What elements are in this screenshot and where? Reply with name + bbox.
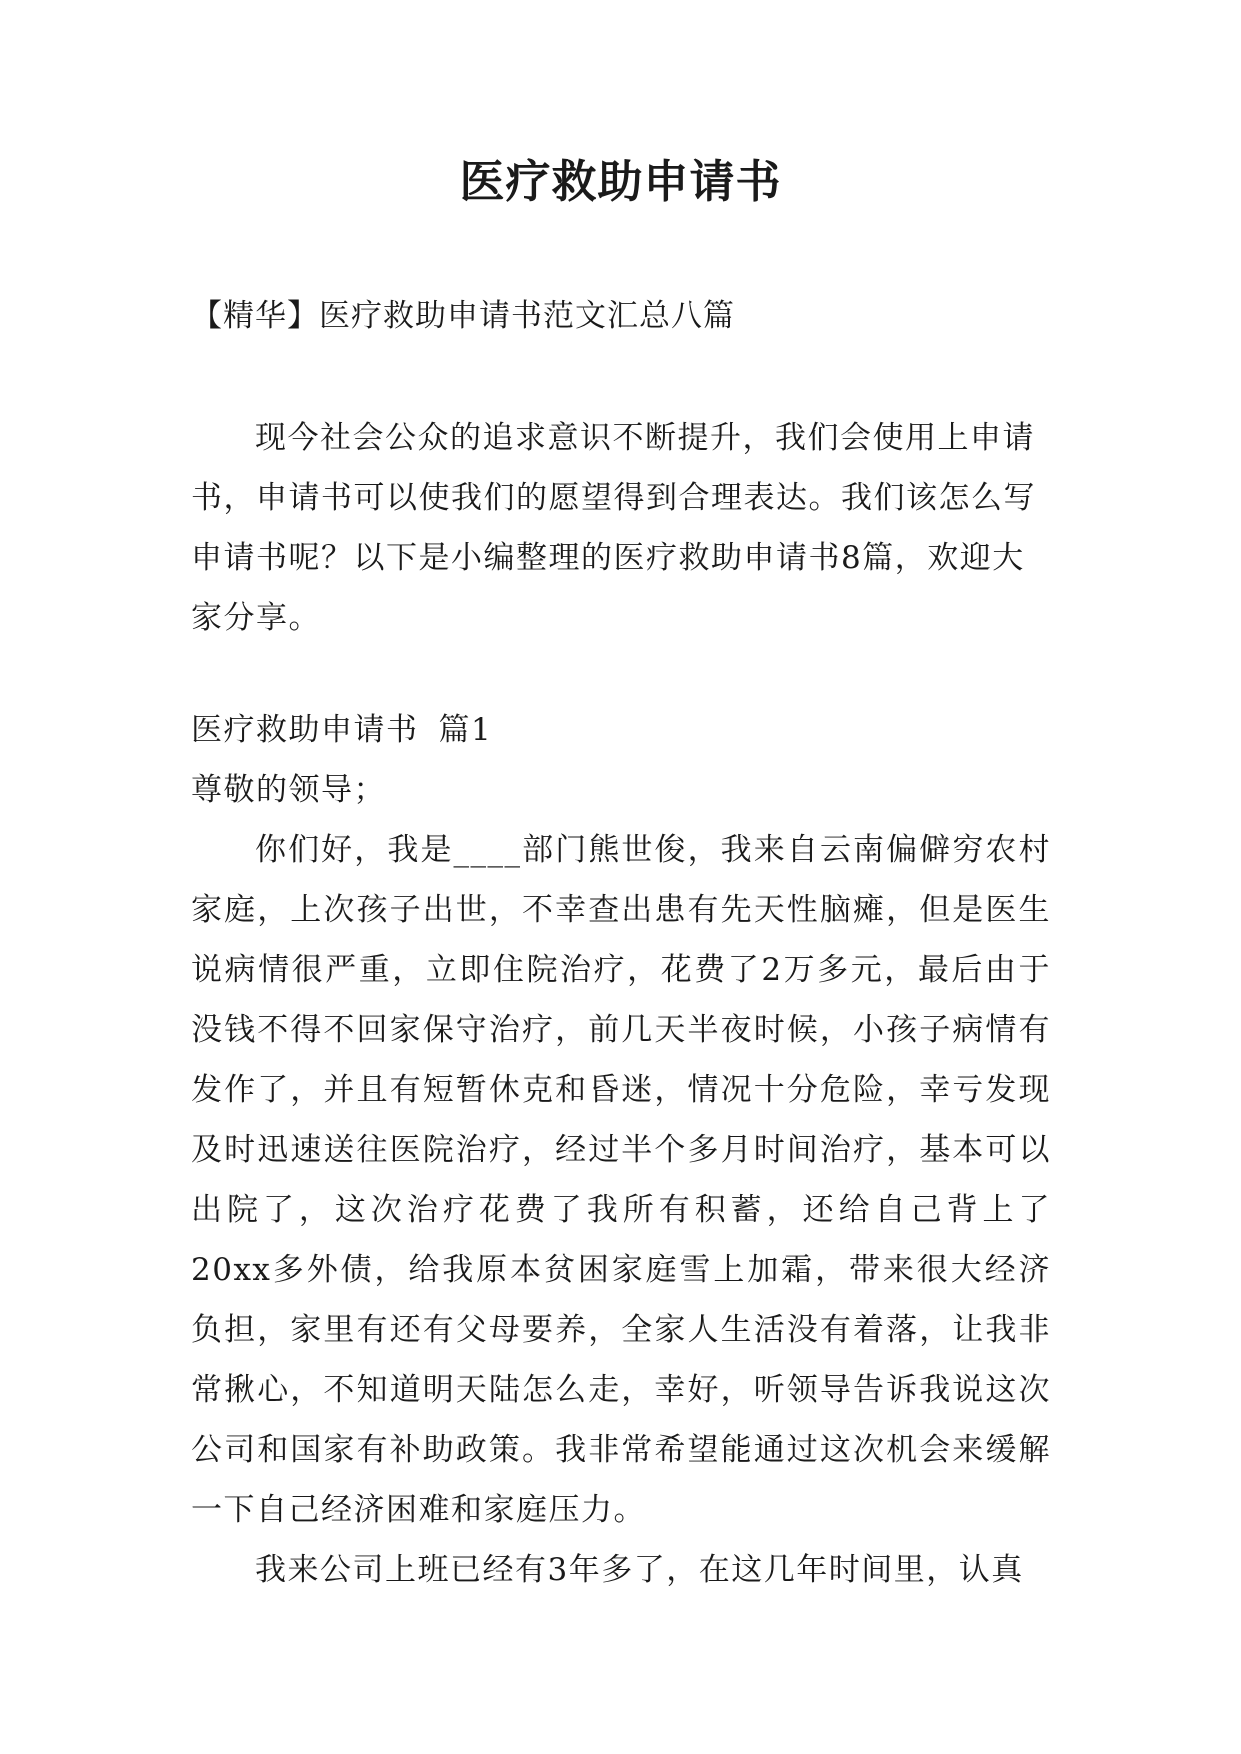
intro-paragraph: 现今社会公众的追求意识不断提升，我们会使用上申请书，申请书可以使我们的愿望得到合理表达。我们该怎么写申请书呢？以下是小编整理的医疗救助申请书8篇，欢迎大家分享。 (191, 420, 1036, 636)
document-title: 医疗救助申请书 (459, 155, 782, 208)
section-heading-number: 篇1 (438, 712, 493, 748)
section-heading-title: 医疗救助申请书 (191, 712, 419, 748)
section-heading (191, 700, 1051, 760)
section-1 (191, 700, 1051, 1600)
body-paragraph-2: 我来公司上班已经有3年多了，在这几年时间里，认真 (255, 1552, 1024, 1588)
salutation: 尊敬的领导； (191, 772, 386, 808)
body-paragraph-1: 你们好，我是____部门熊世俊，我来自云南偏僻穷农村家庭，上次孩子出世，不幸查出患有先天性脑瘫，但是医生说病情很严重，立即住院治疗，花费了2万多元，最后由于没钱不得不回家保守治疗，前几天半夜时候，小孩子病情有发作了，并且有短暂休克和昏迷，情况十分危险，幸亏发现及时迅速送往医院治疗，经过半个多月时间治疗，基本可以出院了，这次治疗花费了我所有积蓄，还给自己背上了20xx多外债，给我原本贫困家庭雪上加霜，带来很大经济负担，家里有还有父母要养，全家人生活没有着落，让我非常揪心，不知道明天陆怎么走，幸好，听领导告诉我说这次公司和国家有补助政策。我非常希望能通过这次机会来缓解一下自己经济困难和家庭压力。 (191, 832, 1051, 1528)
document-subtitle: 【精华】医疗救助申请书范文汇总八篇 (191, 298, 735, 334)
